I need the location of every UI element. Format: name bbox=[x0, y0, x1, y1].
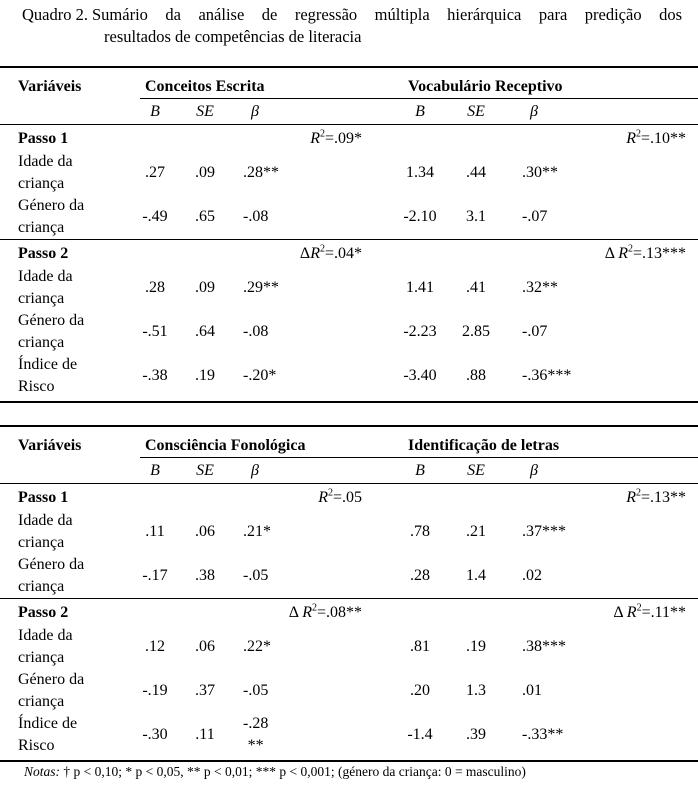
value-cell-se: .88 bbox=[466, 367, 486, 384]
variable-label-line: criança bbox=[18, 290, 65, 307]
variable-label-line: Idade da bbox=[18, 627, 73, 644]
variable-label-line: criança bbox=[18, 693, 65, 710]
r-squared-stat bbox=[626, 128, 686, 150]
variable-label-line: Género da bbox=[18, 312, 85, 329]
variable-label bbox=[18, 310, 84, 354]
variable-label-line: Idade da bbox=[18, 512, 73, 529]
variable-label-line: Género da bbox=[18, 556, 85, 573]
step-label: Passo 1 bbox=[18, 489, 69, 506]
value-cell-beta: .01 bbox=[522, 682, 542, 699]
value-cell-se: .39 bbox=[466, 726, 486, 743]
value-cell-beta: .21* bbox=[243, 523, 271, 540]
variable-label bbox=[18, 554, 84, 598]
value-cell-beta: -.33** bbox=[522, 726, 564, 743]
rule bbox=[0, 598, 698, 599]
rule bbox=[0, 425, 698, 427]
value-cell-b: 1.34 bbox=[406, 164, 434, 181]
note-item: *** p < 0,001; bbox=[255, 764, 335, 779]
value-cell-b: -2.10 bbox=[403, 208, 437, 225]
stat-value: =.04* bbox=[324, 245, 362, 262]
column-header-se: SE bbox=[196, 462, 214, 479]
note-item: ** p < 0,01; bbox=[187, 764, 253, 779]
r-squared-stat bbox=[613, 602, 686, 624]
value-cell-beta: .32** bbox=[522, 279, 558, 296]
r-symbol: R bbox=[626, 489, 636, 506]
variable-label bbox=[18, 625, 73, 669]
r-symbol: R bbox=[626, 130, 636, 147]
value-cell-se: .21 bbox=[466, 523, 486, 540]
variable-label bbox=[18, 195, 84, 239]
value-cell-b: -.51 bbox=[142, 323, 168, 340]
caption-line-2: resultados de competências de literacia bbox=[104, 27, 362, 46]
variable-label bbox=[18, 510, 73, 554]
caption-line-1: Sumário da análise de regressão múltipla hierárquica para predição dos bbox=[91, 5, 682, 24]
variable-label-line: Risco bbox=[18, 737, 55, 754]
r-symbol: R bbox=[310, 245, 320, 262]
rule bbox=[0, 66, 698, 68]
power: 2 bbox=[327, 487, 333, 499]
value-cell-b: -.19 bbox=[142, 682, 168, 699]
stat-value: =.05 bbox=[332, 489, 362, 506]
value-cell-beta: -.05 bbox=[243, 567, 269, 584]
variable-label-line: criança bbox=[18, 334, 65, 351]
r-symbol: R bbox=[318, 489, 328, 506]
power: 2 bbox=[319, 243, 325, 255]
value-cell-b: .27 bbox=[145, 164, 165, 181]
value-cell-se: 2.85 bbox=[462, 323, 490, 340]
r-symbol: R bbox=[310, 130, 320, 147]
value-cell-b: .28 bbox=[145, 279, 165, 296]
column-header-b: B bbox=[415, 103, 425, 120]
power: 2 bbox=[635, 128, 641, 140]
rule bbox=[0, 239, 698, 240]
variable-label-line: Índice de bbox=[18, 715, 78, 732]
value-cell-b: .20 bbox=[410, 682, 430, 699]
power: 2 bbox=[627, 243, 633, 255]
value-cell-se: .06 bbox=[195, 523, 215, 540]
value-cell-se: .65 bbox=[195, 208, 215, 225]
value-cell-se: .19 bbox=[466, 638, 486, 655]
var-header: Variáveis bbox=[18, 437, 82, 454]
value-cell-b: .11 bbox=[145, 523, 165, 540]
value-cell-b: -2.23 bbox=[403, 323, 437, 340]
group-header: Consciência Fonológica bbox=[145, 437, 306, 454]
column-header-b: B bbox=[415, 462, 425, 479]
note-item: * p < 0,05, bbox=[125, 764, 184, 779]
value-cell-beta: .30** bbox=[522, 164, 558, 181]
value-cell-b: .12 bbox=[145, 638, 165, 655]
value-cell-se: .64 bbox=[195, 323, 215, 340]
step-label: Passo 2 bbox=[18, 604, 69, 621]
value-cell-b: -3.40 bbox=[403, 367, 437, 384]
r-symbol: R bbox=[302, 604, 312, 621]
column-header-beta: β bbox=[251, 103, 259, 120]
value-cell-b: -1.4 bbox=[407, 726, 433, 743]
value-cell-se: .09 bbox=[195, 164, 215, 181]
column-header-beta: β bbox=[530, 462, 538, 479]
power: 2 bbox=[635, 487, 641, 499]
value-cell-b: 1.41 bbox=[406, 279, 434, 296]
variable-label-line: Risco bbox=[18, 378, 55, 395]
r-squared-stat bbox=[300, 243, 362, 265]
value-cell-beta: -.08 bbox=[243, 323, 269, 340]
value-cell-b: .28 bbox=[410, 567, 430, 584]
step-label: Passo 2 bbox=[18, 245, 69, 262]
column-header-se: SE bbox=[196, 103, 214, 120]
value-cell-beta: -.07 bbox=[522, 323, 548, 340]
variable-label-line: criança bbox=[18, 175, 65, 192]
rule bbox=[0, 483, 698, 484]
value-cell-b: -.38 bbox=[142, 367, 168, 384]
delta-symbol: Δ bbox=[288, 604, 303, 621]
rule bbox=[140, 457, 698, 458]
power: 2 bbox=[319, 128, 325, 140]
column-header-b: B bbox=[150, 462, 160, 479]
note-item: † p < 0,10; bbox=[63, 764, 123, 779]
notes-label: Notas: bbox=[24, 764, 61, 779]
value-cell-se: .11 bbox=[195, 726, 215, 743]
column-header-beta: β bbox=[251, 462, 259, 479]
column-header-se: SE bbox=[467, 462, 485, 479]
value-cell-beta: -.36*** bbox=[522, 367, 572, 384]
stat-value: =.13** bbox=[640, 489, 686, 506]
value-cell-se: 3.1 bbox=[466, 208, 486, 225]
variable-label-line: criança bbox=[18, 649, 65, 666]
delta-symbol: Δ bbox=[604, 245, 619, 262]
value-cell-se: 1.4 bbox=[466, 567, 486, 584]
stat-value: =.08** bbox=[316, 604, 362, 621]
stat-value: =.11** bbox=[641, 604, 686, 621]
value-cell-beta: -.28 ** bbox=[243, 715, 269, 754]
value-cell-se: .38 bbox=[195, 567, 215, 584]
r-squared-stat bbox=[318, 487, 362, 509]
value-cell-beta: -.05 bbox=[243, 682, 269, 699]
value-cell-beta: -.20* bbox=[243, 367, 277, 384]
value-cell-beta: .38*** bbox=[522, 638, 566, 655]
r-squared-stat bbox=[310, 128, 362, 150]
var-header: Variáveis bbox=[18, 78, 82, 95]
rule bbox=[0, 401, 698, 403]
value-cell-beta: .22* bbox=[243, 638, 271, 655]
variable-label bbox=[18, 151, 73, 195]
group-header: Conceitos Escrita bbox=[145, 78, 265, 95]
variable-label bbox=[18, 354, 77, 398]
variable-label bbox=[18, 266, 73, 310]
variable-label-line: Índice de bbox=[18, 356, 78, 373]
variable-label-line: Idade da bbox=[18, 153, 73, 170]
variable-label-line: Idade da bbox=[18, 268, 73, 285]
value-cell-se: .06 bbox=[195, 638, 215, 655]
value-cell-b: -.17 bbox=[142, 567, 168, 584]
value-cell-b: .81 bbox=[410, 638, 430, 655]
value-cell-beta: .29** bbox=[243, 279, 279, 296]
value-cell-b: .78 bbox=[410, 523, 430, 540]
variable-label-line: criança bbox=[18, 578, 65, 595]
rule bbox=[140, 98, 698, 99]
table-caption bbox=[22, 4, 682, 48]
value-cell-b: -.49 bbox=[142, 208, 168, 225]
value-cell-se: 1.3 bbox=[466, 682, 486, 699]
r-squared-stat bbox=[289, 602, 362, 624]
rule bbox=[0, 760, 698, 762]
value-cell-se: .37 bbox=[195, 682, 215, 699]
note-item: (género da criança: 0 = masculino) bbox=[338, 764, 526, 779]
value-cell-beta: -.07 bbox=[522, 208, 548, 225]
column-header-beta: β bbox=[530, 103, 538, 120]
r-squared-stat bbox=[605, 243, 686, 265]
variable-label bbox=[18, 713, 77, 757]
value-cell-se: .19 bbox=[195, 367, 215, 384]
value-cell-b: -.30 bbox=[142, 726, 168, 743]
table-notes bbox=[24, 764, 526, 780]
power: 2 bbox=[636, 602, 642, 614]
r-symbol: R bbox=[626, 604, 637, 621]
group-header: Vocabulário Receptivo bbox=[408, 78, 563, 95]
value-cell-se: .41 bbox=[466, 279, 486, 296]
stat-value: =.09* bbox=[324, 130, 362, 147]
column-header-se: SE bbox=[467, 103, 485, 120]
variable-label-line: criança bbox=[18, 219, 65, 236]
variable-label-line: criança bbox=[18, 534, 65, 551]
delta-symbol: Δ bbox=[299, 245, 311, 262]
value-cell-beta: .28** bbox=[243, 164, 279, 181]
stat-value: =.10** bbox=[640, 130, 686, 147]
caption-label: Quadro 2. bbox=[22, 5, 88, 24]
step-label: Passo 1 bbox=[18, 130, 69, 147]
column-header-b: B bbox=[150, 103, 160, 120]
group-header: Identificação de letras bbox=[408, 437, 560, 454]
value-cell-beta: .02 bbox=[522, 567, 542, 584]
value-cell-beta: -.08 bbox=[243, 208, 269, 225]
r-symbol: R bbox=[618, 245, 628, 262]
value-cell-beta: .37*** bbox=[522, 523, 566, 540]
r-squared-stat bbox=[626, 487, 686, 509]
power: 2 bbox=[311, 602, 317, 614]
value-cell-se: .09 bbox=[195, 279, 215, 296]
value-cell-se: .44 bbox=[466, 164, 486, 181]
variable-label bbox=[18, 669, 84, 713]
rule bbox=[0, 124, 698, 125]
variable-label-line: Género da bbox=[18, 671, 85, 688]
variable-label-line: Género da bbox=[18, 197, 85, 214]
stat-value: =.13*** bbox=[632, 245, 686, 262]
delta-symbol: Δ bbox=[613, 604, 627, 621]
